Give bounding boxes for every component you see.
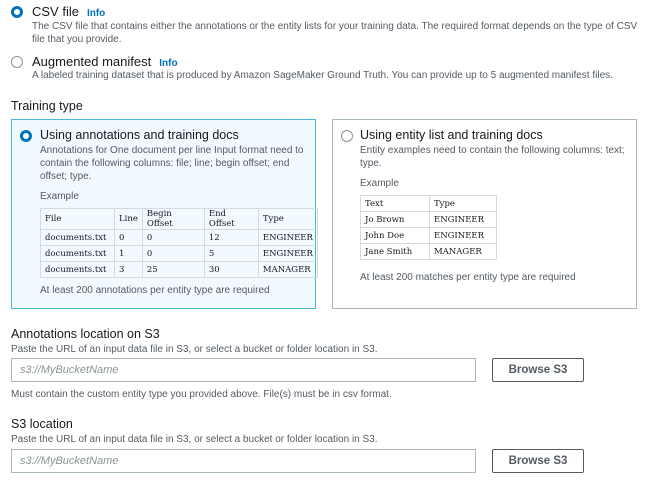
table-cell: 0 [142,246,204,262]
table-cell: documents.txt [41,230,115,246]
annotations-training-title: Using annotations and training docs [40,128,239,142]
annotations-requirement-note: At least 200 annotations per entity type are required [40,285,270,296]
column-file: File [41,209,115,230]
table-cell: Jo Brown [361,212,430,228]
table-row [41,230,318,246]
column-begin-offset: Begin Offset [142,209,204,230]
csv-file-description: The CSV file that contains either the annotations or the entity lists for your training data. The required format depends on the type of CSV file that you provide. [32,21,638,45]
table-row [361,244,497,260]
annotations-location-hint: Must contain the custom entity type you provided above. File(s) must be in csv format. [11,389,392,400]
augmented-manifest-info-link[interactable]: Info [159,58,178,69]
column-text: Text [361,196,430,212]
table-cell: ENGINEER [430,228,497,244]
annotations-browse-s3-button[interactable]: Browse S3 [492,358,584,382]
entity-list-example-table [360,195,497,260]
annotations-example-table [40,208,318,278]
annotations-training-radio[interactable] [20,130,32,142]
table-cell: ENGINEER [258,246,317,262]
table-row [361,212,497,228]
csv-file-info-link[interactable]: Info [86,8,106,19]
entity-list-requirement-note: At least 200 matches per entity type are required [360,272,576,283]
table-cell: 1 [115,246,143,262]
annotations-location-description: Paste the URL of an input data file in S3, or select a bucket or folder location in S3. [11,344,378,355]
annotations-example-label: Example [40,191,79,202]
table-header-row [41,209,318,230]
s3-location-uri-input[interactable] [11,449,476,473]
s3-location-browse-s3-button[interactable]: Browse S3 [492,449,584,473]
table-header-row [361,196,497,212]
entity-list-training-title: Using entity list and training docs [360,128,543,142]
table-cell: 5 [204,246,258,262]
csv-file-radio[interactable] [11,6,23,18]
csv-file-label: CSV file [32,4,79,19]
annotations-training-description: Annotations for One document per line Input format need to contain the following columns: file; line; begin offset; end offset; type. [40,145,304,182]
augmented-manifest-label: Augmented manifest [32,54,152,69]
table-cell: ENGINEER [258,230,317,246]
augmented-manifest-radio[interactable] [11,56,23,68]
s3-location-label: S3 location [11,417,73,431]
table-row [361,228,497,244]
entity-list-training-radio[interactable] [341,130,353,142]
table-cell: documents.txt [41,262,115,278]
table-cell: MANAGER [258,262,317,278]
table-cell: documents.txt [41,246,115,262]
table-cell: MANAGER [430,244,497,260]
augmented-manifest-title [32,54,178,69]
column-end-offset: End Offset [204,209,258,230]
column-type: Type [258,209,317,230]
table-cell: 30 [204,262,258,278]
s3-location-description: Paste the URL of an input data file in S3, or select a bucket or folder location in S3. [11,434,378,445]
table-cell: 0 [115,230,143,246]
column-line: Line [115,209,143,230]
table-cell: 25 [142,262,204,278]
annotations-location-label: Annotations location on S3 [11,327,160,341]
table-cell: John Doe [361,228,430,244]
annotations-s3-uri-input[interactable] [11,358,476,382]
table-cell: Jane Smith [361,244,430,260]
training-type-label: Training type [11,99,83,113]
table-cell: 0 [142,230,204,246]
table-cell: ENGINEER [430,212,497,228]
table-row [41,262,318,278]
entity-list-training-description: Entity examples need to contain the following columns: text; type. [360,145,625,169]
csv-file-title [32,4,105,19]
table-cell: 3 [115,262,143,278]
table-cell: 12 [204,230,258,246]
augmented-manifest-description: A labeled training dataset that is produced by Amazon SageMaker Ground Truth. You can provide up to 5 augmented manifest files. [32,70,613,81]
table-row [41,246,318,262]
entity-list-example-label: Example [360,178,399,189]
column-type: Type [430,196,497,212]
